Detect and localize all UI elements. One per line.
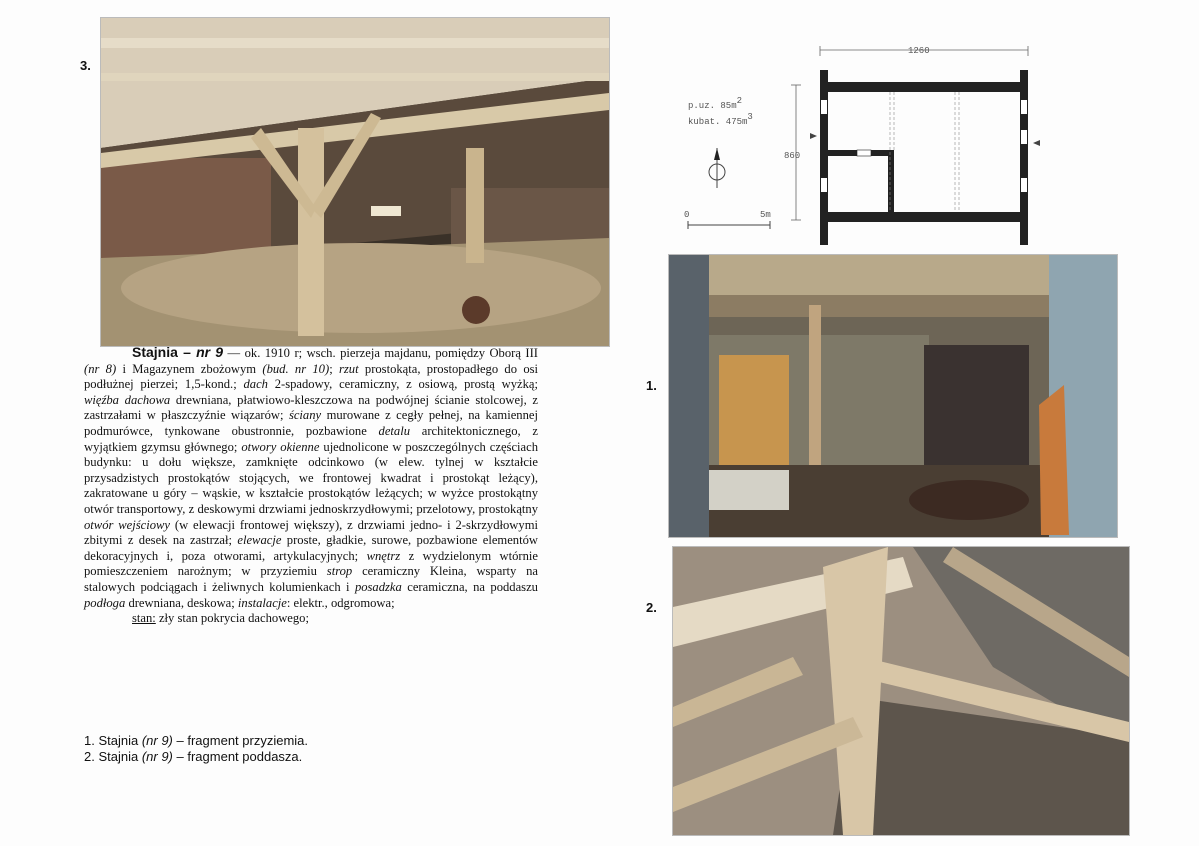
- photo-number-1: 1.: [646, 378, 657, 393]
- scale-bar: [684, 210, 771, 229]
- photo-attic-interior: [100, 17, 610, 347]
- building-description: Stajnia – nr 9 — ok. 1910 r; wsch. pierzeja majdanu, pomiędzy Oborą III (nr 8) i Magazynem zbożowym (bud. nr 10); rzut prostokąta, prostopadłego do osi podłużnej pierzei; 1,5-kond.; dach 2-spadowy, ceramiczny, z osiową, prostą wyżką; więźba dachowa drewniana, płatwiowo-kleszczowa na podwójnej ścianie stolcowej, z zastrzałami w płaszczyźnie wiązarów; ściany murowane z cegły pełnej, na kamiennej podmurówce, tynkowane obustronnie, pozbawione detalu architektonicznego, z wyjątkiem gzymsu głównego; otwory okienne ujednolicone w poszczególnych częściach budynku: u dołu większe, zamknięte odcinkowo (w elew. tylnej w kształcie przysadzistych prostokątów stojących, we frontowej kwadrat i prostokąt leżący), zakratowane u góry – wąskie, w kształcie prostokątów leżących; w wyżce prostokątny otwór transportowy, z deskowymi drzwiami jednoskrzydłowymi; przelotowy, prostokątny otwór wejściowy (w elewacji frontowej większy), z drzwiami jedno- i 2-skrzydłowymi zbitymi z desek na zastrzał; elewacje proste, gładkie, surowe, pozbawione elementów dekoracyjnych i, poza otworami, artykulacyjnych; wnętrz z wydzielonym wtórnie pomieszczeniem narożnym; w przyziemiu strop ceramiczny Kleina, wsparty na stalowych podciągach i żeliwnych kolumienkach i posadzka ceramiczna, na poddaszu podłoga drewniana, deskowa; instalacje: elektr., odgromowa; stan: zły stan pokrycia dachowego;: [84, 344, 539, 626]
- caption-2: 2. Stajnia (nr 9) – fragment poddasza.: [84, 749, 303, 764]
- plan-width-dimension: 1260: [908, 46, 930, 56]
- photo-captions: [84, 733, 308, 765]
- photo-number-2: 2.: [646, 600, 657, 615]
- caption-1: 1. Stajnia (nr 9) – fragment przyziemia.: [84, 733, 309, 748]
- plan-depth-dimension: 860: [784, 151, 801, 161]
- floor-plan-diagram: [680, 40, 1050, 250]
- scale-five: 5m: [760, 210, 771, 220]
- photo-number-3: 3.: [80, 58, 91, 73]
- description-title: Stajnia – nr 9: [132, 344, 224, 360]
- plan-volume: kubat. 475m3: [688, 112, 753, 127]
- photo-roof-attic: [672, 546, 1130, 836]
- building-outline: [810, 70, 1040, 245]
- photo-ground-floor: [668, 254, 1118, 538]
- condition-line: stan: zły stan pokrycia dachowego;: [132, 611, 309, 626]
- scale-zero: 0: [684, 210, 690, 220]
- plan-area: p.uz. 85m2: [688, 96, 743, 111]
- north-arrow-icon: [709, 148, 725, 188]
